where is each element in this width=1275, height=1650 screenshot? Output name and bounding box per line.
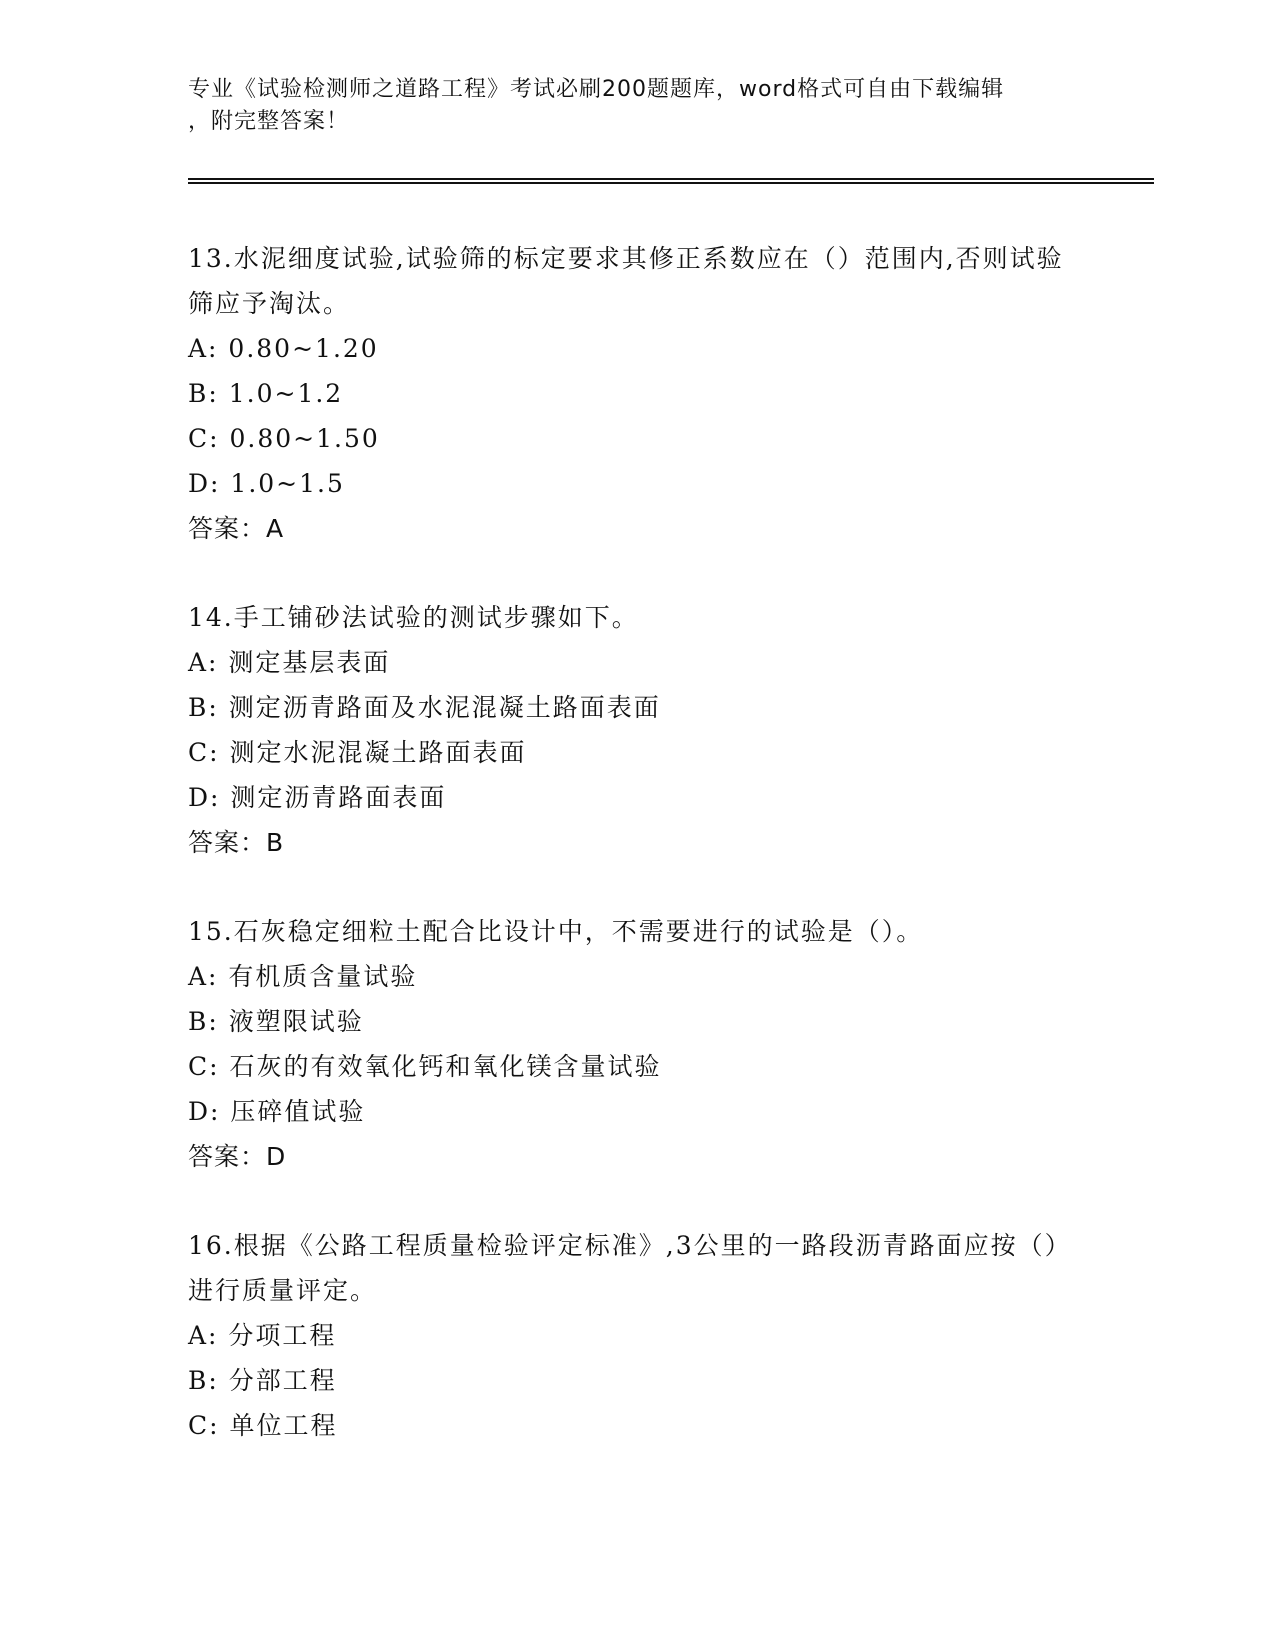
- option-c: C: 石灰的有效氧化钙和氧化镁含量试验: [188, 1052, 662, 1081]
- answer-label: 答案：B: [188, 828, 285, 857]
- header-title-line-1: 专业《试验检测师之道路工程》考试必刷200题题库，word格式可自由下载编辑: [188, 77, 1005, 102]
- question-list: [188, 236, 1088, 1492]
- option-a: A: 测定基层表面: [188, 648, 391, 677]
- option-d: D: 压碎值试验: [188, 1097, 366, 1126]
- header-double-rule: [188, 178, 1154, 184]
- option-a: A: 分项工程: [188, 1321, 337, 1350]
- option-c: C: 测定水泥混凝土路面表面: [188, 738, 527, 767]
- question-15: [188, 909, 1088, 1179]
- answer-label: 答案：D: [188, 1142, 287, 1171]
- option-b: B: 分部工程: [188, 1366, 337, 1395]
- document-header: [188, 74, 1088, 138]
- question-stem: 14.手工铺砂法试验的测试步骤如下。: [188, 603, 639, 632]
- header-title-line-2: ，附完整答案！: [188, 109, 350, 134]
- option-c: C: 0.80~1.50: [188, 424, 380, 453]
- option-a: A: 0.80~1.20: [188, 334, 379, 363]
- option-c: C: 单位工程: [188, 1411, 338, 1440]
- question-stem: 13.水泥细度试验,试验筛的标定要求其修正系数应在（）范围内,否则试验筛应予淘汰。: [188, 244, 1064, 318]
- question-16: [188, 1223, 1088, 1448]
- answer-label: 答案：A: [188, 514, 285, 543]
- question-stem: 16.根据《公路工程质量检验评定标准》,3公里的一路段沥青路面应按（）进行质量评定。: [188, 1231, 1072, 1305]
- question-stem: 15.石灰稳定细粒土配合比设计中，不需要进行的试验是（）。: [188, 917, 924, 946]
- option-d: D: 1.0~1.5: [188, 469, 345, 498]
- question-13: [188, 236, 1088, 551]
- option-b: B: 测定沥青路面及水泥混凝土路面表面: [188, 693, 661, 722]
- question-14: [188, 595, 1088, 865]
- option-b: B: 液塑限试验: [188, 1007, 364, 1036]
- option-b: B: 1.0~1.2: [188, 379, 344, 408]
- option-a: A: 有机质含量试验: [188, 962, 418, 991]
- option-d: D: 测定沥青路面表面: [188, 783, 447, 812]
